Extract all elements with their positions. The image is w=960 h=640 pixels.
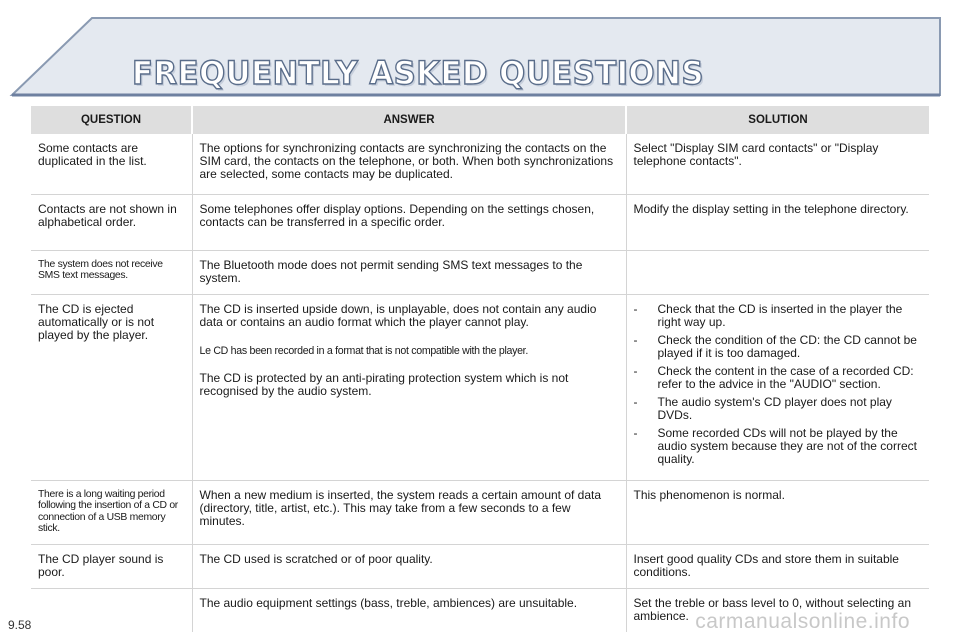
answer-paragraph: The CD is inserted upside down, is unplayable, does not contain any audio data or contains an audio format which the player cannot play. bbox=[199, 301, 597, 329]
table-row bbox=[31, 480, 929, 544]
answer-cell: When a new medium is inserted, the system reads a certain amount of data (directory, title, artist, etc.). This may take from a few seconds to a few minutes. bbox=[192, 480, 626, 544]
solution-cell bbox=[626, 294, 929, 480]
question-cell: The system does not receive SMS text messages. bbox=[31, 250, 192, 294]
answer-cell bbox=[192, 294, 626, 480]
faq-table bbox=[31, 106, 929, 632]
solution-cell: This phenomenon is normal. bbox=[626, 480, 929, 544]
solution-list bbox=[634, 303, 923, 466]
solution-cell: Modify the display setting in the telephone directory. bbox=[626, 194, 929, 250]
list-item: - Check the content in the case of a recorded CD: refer to the advice in the "AUDIO" section. bbox=[634, 365, 923, 391]
question-cell: There is a long waiting period following the insertion of a CD or connection of a USB memory stick. bbox=[31, 480, 192, 544]
solution-cell: Select "Display SIM card contacts" or "Display telephone contacts". bbox=[626, 134, 929, 194]
answer-cell: The options for synchronizing contacts are synchronizing the contacts on the SIM card, the contacts on the telephone, or both. When both synchronizations are selected, some contacts may be duplicated. bbox=[192, 134, 626, 194]
list-item: - The audio system's CD player does not play DVDs. bbox=[634, 396, 923, 422]
table-row bbox=[31, 294, 929, 480]
question-cell: Some contacts are duplicated in the list. bbox=[31, 134, 192, 194]
page-title: FREQUENTLY ASKED QUESTIONS bbox=[132, 54, 704, 92]
watermark: carmanualsonline.info bbox=[695, 610, 910, 633]
list-item: - Some recorded CDs will not be played by the audio system because they are not of the correct quality. bbox=[634, 427, 923, 466]
page-number: 9.58 bbox=[8, 618, 32, 632]
table-row bbox=[31, 194, 929, 250]
answer-cell: The Bluetooth mode does not permit sending SMS text messages to the system. bbox=[192, 250, 626, 294]
answer-paragraph: Le CD has been recorded in a format that is not compatible with the player. bbox=[199, 344, 528, 357]
question-cell: Contacts are not shown in alphabetical order. bbox=[31, 194, 192, 250]
table-row bbox=[31, 250, 929, 294]
column-header-question: QUESTION bbox=[31, 106, 192, 134]
solution-cell bbox=[626, 250, 929, 294]
answer-cell: The audio equipment settings (bass, treble, ambiences) are unsuitable. bbox=[192, 588, 626, 632]
solution-cell: Insert good quality CDs and store them in suitable conditions. bbox=[626, 544, 929, 588]
answer-paragraph: The CD is protected by an anti-pirating protection system which is not recognised by the audio system. bbox=[199, 370, 569, 398]
column-header-solution: SOLUTION bbox=[626, 106, 929, 134]
table-row bbox=[31, 544, 929, 588]
answer-cell: The CD used is scratched or of poor quality. bbox=[192, 544, 626, 588]
list-item: - Check that the CD is inserted in the player the right way up. bbox=[634, 303, 923, 329]
question-cell bbox=[31, 588, 192, 632]
question-cell: The CD is ejected automatically or is not played by the player. bbox=[31, 294, 192, 480]
solution-cell: Set the treble or bass level to 0, without selecting an ambience. bbox=[633, 595, 911, 623]
answer-cell: Some telephones offer display options. Depending on the settings chosen, contacts can be transferred in a specific order. bbox=[192, 194, 626, 250]
header-band bbox=[0, 0, 960, 110]
column-header-answer: ANSWER bbox=[192, 106, 626, 134]
table-row bbox=[31, 134, 929, 194]
question-cell: The CD player sound is poor. bbox=[31, 544, 192, 588]
list-item: - Check the condition of the CD: the CD cannot be played if it is too damaged. bbox=[634, 334, 923, 360]
table-header-row bbox=[31, 106, 929, 134]
